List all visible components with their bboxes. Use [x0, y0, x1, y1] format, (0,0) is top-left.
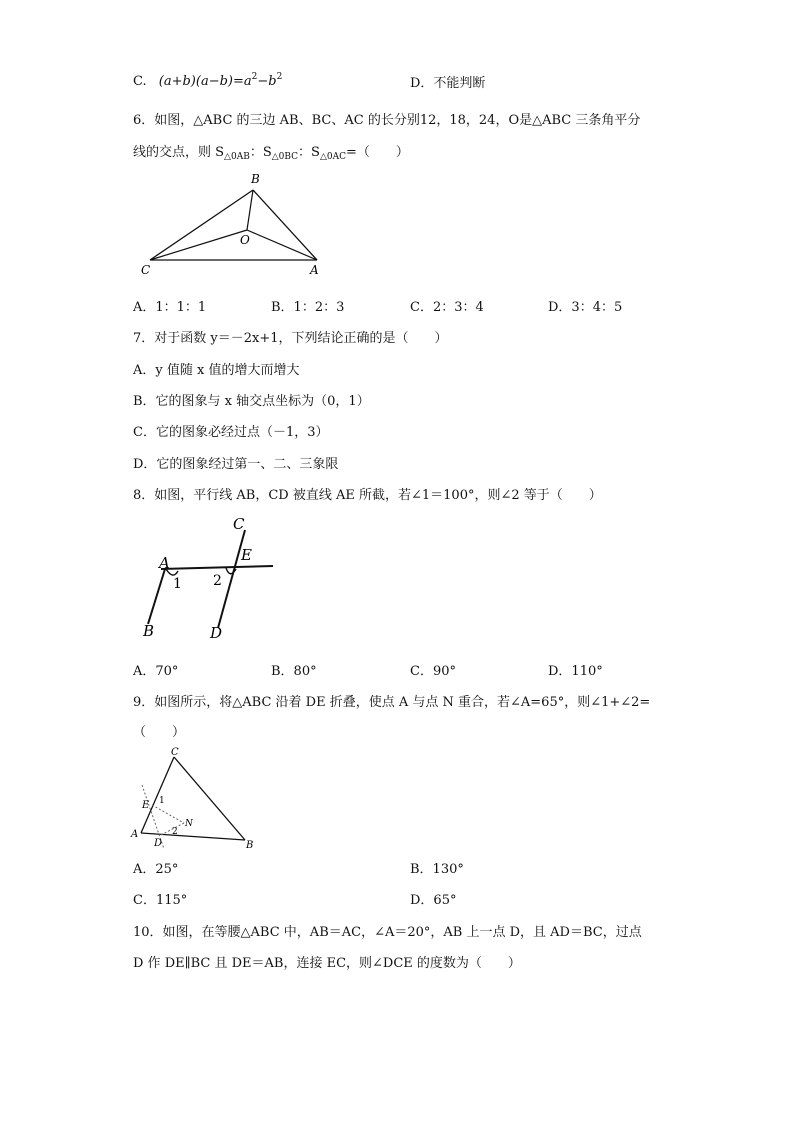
- q10-stem-line2: D 作 DE∥BC 且 DE＝AB，连接 EC，则∠DCE 的度数为（ ）: [133, 956, 521, 971]
- q9-option-a: A．25°: [133, 862, 179, 877]
- q9-label-n: N: [185, 819, 193, 829]
- q6-sep1: ：S: [249, 145, 272, 160]
- q6-seg-bo: [247, 190, 253, 230]
- q9-stem-paren: （ ）: [133, 725, 186, 740]
- q6-option-b: B．1：2：3: [271, 300, 345, 315]
- q6-option-a: A．1：1：1: [133, 300, 207, 315]
- q6-line2-pre: 线的交点，则 S: [133, 145, 225, 160]
- q8-parallel-lines-figure: [133, 512, 283, 644]
- q5-option-c-label: C.: [133, 74, 147, 89]
- q8-label-c: C: [233, 515, 245, 533]
- q6-option-c: C．2：3：4: [410, 300, 484, 315]
- q9-label-c: C: [171, 747, 179, 758]
- q9-label-a: A: [131, 829, 139, 840]
- q5-option-c-expr: (a+b)(a−b)=a: [158, 74, 252, 89]
- q6-triangle-figure: [135, 168, 335, 280]
- q6-label-b: B: [251, 172, 260, 186]
- q6-line2-post: =（ ）: [346, 145, 409, 160]
- q8-option-c: C．90°: [410, 664, 456, 679]
- q6-sub2: △0BC: [271, 152, 299, 162]
- q8-label-e: E: [241, 546, 252, 564]
- q9-edge-ca: [141, 757, 174, 833]
- q7-option-d: D．它的图象经过第一、二、三象限: [133, 457, 339, 472]
- q5-sup-1: 2: [251, 72, 258, 82]
- q6-stem-line1: 6．如图，△ABC 的三边 AB、BC、AC 的长分别12，18，24，O是△ABC 三条角平分: [133, 113, 641, 128]
- q7-option-c: C．它的图象必经过点（－1，3）: [133, 425, 329, 440]
- q5-option-c: [133, 72, 282, 89]
- q9-label-e: E: [142, 800, 150, 811]
- q8-line-ae: [161, 566, 273, 569]
- q9-fold-triangle-figure: [128, 745, 263, 853]
- q7-stem: 7．对于函数 y＝－2x+1，下列结论正确的是（ ）: [133, 331, 448, 346]
- q5-expr-mid: −b: [257, 74, 277, 89]
- q6-seg-ao: [247, 230, 317, 260]
- q9-option-d: D．65°: [410, 893, 457, 908]
- q9-label-1: 1: [159, 796, 165, 806]
- q6-label-c: C: [141, 263, 151, 277]
- q9-option-b: B．130°: [410, 862, 464, 877]
- q6-label-o: O: [240, 233, 250, 247]
- q6-label-a: A: [310, 263, 319, 277]
- q8-option-b: B．80°: [271, 664, 317, 679]
- q7-option-b: B．它的图象与 x 轴交点坐标为（0，1）: [133, 394, 370, 409]
- q8-option-d: D．110°: [548, 664, 603, 679]
- q6-sep2: ：S: [298, 145, 320, 160]
- q8-option-a: A．70°: [133, 664, 179, 679]
- q8-stem: 8．如图，平行线 AB，CD 被直线 AE 所截，若∠1＝100°，则∠2 等于（ ）: [133, 488, 602, 503]
- q9-option-c: C．115°: [133, 893, 188, 908]
- q8-label-d: D: [210, 624, 223, 642]
- q8-label-a: A: [159, 554, 170, 572]
- q6-option-d: D．3：4：5: [548, 300, 623, 315]
- q8-line-ab: [148, 569, 165, 624]
- q6-edge-ba: [253, 190, 317, 260]
- q6-stem-line2: [133, 141, 409, 162]
- q6-sub1: △0AB: [224, 152, 250, 162]
- q9-label-2: 2: [172, 827, 178, 837]
- q6-sub3: △0AC: [319, 152, 346, 162]
- q7-option-a: A．y 值随 x 值的增大而增大: [133, 363, 300, 378]
- q9-fold-seg-en: [152, 805, 184, 823]
- q9-label-b: B: [246, 840, 254, 851]
- q6-seg-co: [150, 230, 247, 260]
- q9-label-d: D: [154, 838, 163, 849]
- q5-sup-2: 2: [276, 72, 283, 82]
- q9-stem: 9．如图所示，将△ABC 沿着 DE 折叠，使点 A 与点 N 重合，若∠A=65°，则∠1+∠2=: [133, 695, 651, 710]
- q8-label-angle-1: 1: [173, 576, 182, 592]
- q6-edge-cb: [150, 190, 253, 260]
- q5-option-d: D．不能判断: [410, 76, 486, 91]
- q8-label-angle-2: 2: [213, 573, 222, 589]
- q8-label-b: B: [143, 622, 155, 640]
- q10-stem-line1: 10．如图，在等腰△ABC 中，AB＝AC，∠A＝20°，AB 上一点 D，且 AD＝BC，过点: [133, 925, 642, 940]
- q8-line-cd: [218, 530, 245, 628]
